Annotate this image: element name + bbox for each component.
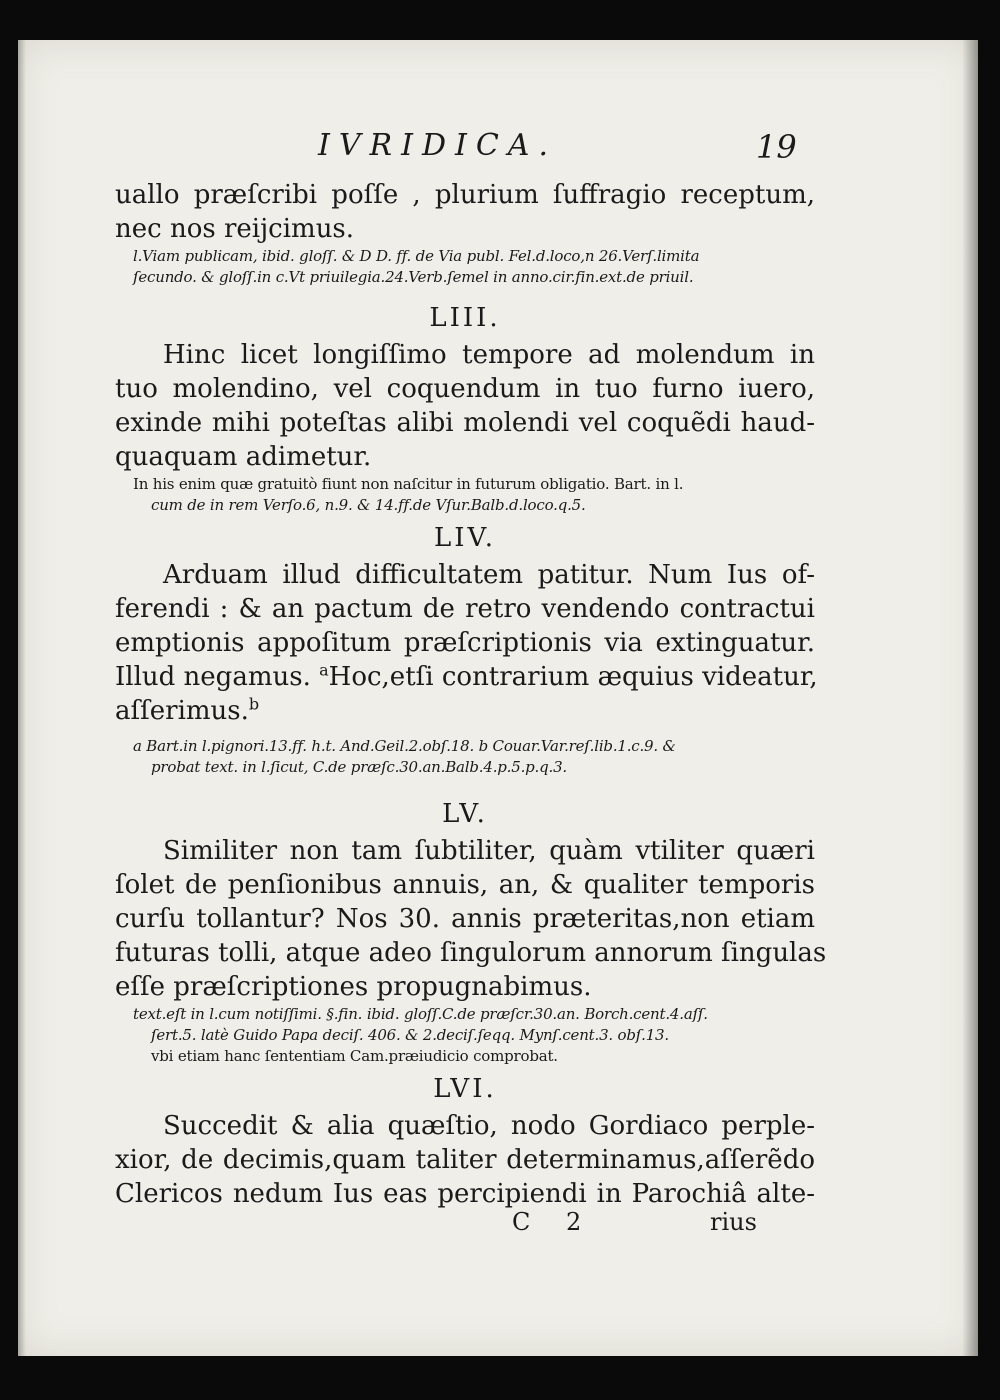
running-head bbox=[18, 128, 978, 168]
page-footer bbox=[18, 1208, 978, 1238]
marginal-note: ſecundo. & gloſſ.in c.Vt priuilegia.24.Verb.ſemel in anno.cir.fin.ext.de priuil. bbox=[133, 268, 694, 286]
text-line: quaquam adimetur. bbox=[115, 442, 372, 472]
note-text: In his enim quæ gratuitò fiunt non naſcitur in futurum obligatio. Bart. in l. bbox=[133, 475, 684, 493]
text-line: Arduam illud difficultatem patitur. Num Ius of- bbox=[163, 560, 815, 590]
marginal-note: text.eſt in l.cum notiſſimi. §.fin. ibid. gloſſ.C.de præſcr.30.an. Borch.cent.4.aſſ. bbox=[133, 1005, 708, 1023]
marginal-note: cum de in rem Verſo.6, n.9. & 14.ff.de Vſur.Balb.d.loco.q.5. bbox=[151, 496, 586, 514]
section-heading-lvi: LVI. bbox=[433, 1074, 497, 1104]
marginal-note: ſert.5. latè Guido Papa deciſ. 406. & 2.deciſ.ſeqq. Mynſ.cent.3. obſ.13. bbox=[151, 1026, 669, 1044]
footnote-marker-b: b bbox=[248, 694, 260, 714]
text-line bbox=[115, 660, 818, 694]
section-heading-lv: LV. bbox=[442, 799, 488, 829]
signature-mark: C 2 bbox=[512, 1208, 596, 1236]
marginal-note: probat text. in l.ſicut, C.de præſc.30.an.Balb.4.p.5.p.q.3. bbox=[151, 758, 567, 776]
page-number: 19 bbox=[756, 128, 797, 166]
text-line bbox=[115, 694, 815, 728]
text-fragment: Illud negamus. bbox=[115, 662, 311, 692]
text-line: curſu tollantur? Nos 30. annis præteritas,non etiam bbox=[115, 904, 815, 934]
text-line: exinde mihi poteſtas alibi molendi vel coquẽdi haud- bbox=[115, 408, 815, 438]
text-line: ſolet de penſionibus annuis, an, & qualiter temporis bbox=[115, 870, 815, 900]
text-line: ferendi : & an pactum de retro vendendo contractui bbox=[115, 594, 815, 624]
text-line: Succedit & alia quæſtio, nodo Gordiaco perple- bbox=[163, 1111, 815, 1141]
page-edge-left bbox=[18, 40, 26, 1356]
text-line: tuo molendino, vel coquendum in tuo furno iuero, bbox=[115, 374, 815, 404]
text-line: xior, de decimis,quam taliter determinamus,aſſerẽdo bbox=[115, 1145, 815, 1175]
section-heading-liv: LIV. bbox=[433, 523, 497, 553]
text-line: uallo præſcribi poſſe , plurium ſuffragio receptum, bbox=[115, 180, 815, 210]
catchword: rius bbox=[710, 1208, 757, 1236]
page-edge-right bbox=[962, 40, 978, 1356]
marginal-note: l.Viam publicam, ibid. gloſſ. & D D. ff. de Via publ. Fel.d.loco,n 26.Verſ.limita bbox=[133, 247, 700, 265]
text-line: Hinc licet longiſſimo tempore ad molendum in bbox=[163, 340, 815, 370]
note-text: vbi etiam hanc ſententiam Cam.præiudicio comprobat. bbox=[151, 1047, 558, 1065]
marginal-note bbox=[115, 474, 815, 495]
marginal-note: a Bart.in l.pignori.13.ff. h.t. And.Geil.2.obſ.18. b Couar.Var.reſ.lib.1.c.9. & bbox=[133, 737, 676, 755]
text-fragment: Hoc,etſi contrarium æquius videatur, bbox=[328, 662, 818, 692]
text-line: Clericos nedum Ius eas percipiendi in Parochiâ alte- bbox=[115, 1179, 815, 1209]
text-line: futuras tolli, atque adeo ſingulorum annorum ſingulas bbox=[115, 938, 827, 968]
marginal-note bbox=[115, 1046, 815, 1067]
text-line: nec nos reijcimus. bbox=[115, 214, 355, 244]
running-head-title: IVRIDICA. bbox=[318, 128, 558, 163]
book-page bbox=[18, 40, 978, 1356]
text-line: Similiter non tam ſubtiliter, quàm vtiliter quæri bbox=[163, 836, 815, 866]
footnote-marker-a: a bbox=[319, 660, 329, 680]
text-fragment: aſſerimus. bbox=[115, 696, 249, 726]
text-line: eſſe præſcriptiones propugnabimus. bbox=[115, 972, 592, 1002]
text-body bbox=[115, 178, 827, 1211]
text-line: emptionis appoſitum præſcriptionis via extinguatur. bbox=[115, 628, 815, 658]
section-heading-liii: LIII. bbox=[429, 303, 501, 333]
